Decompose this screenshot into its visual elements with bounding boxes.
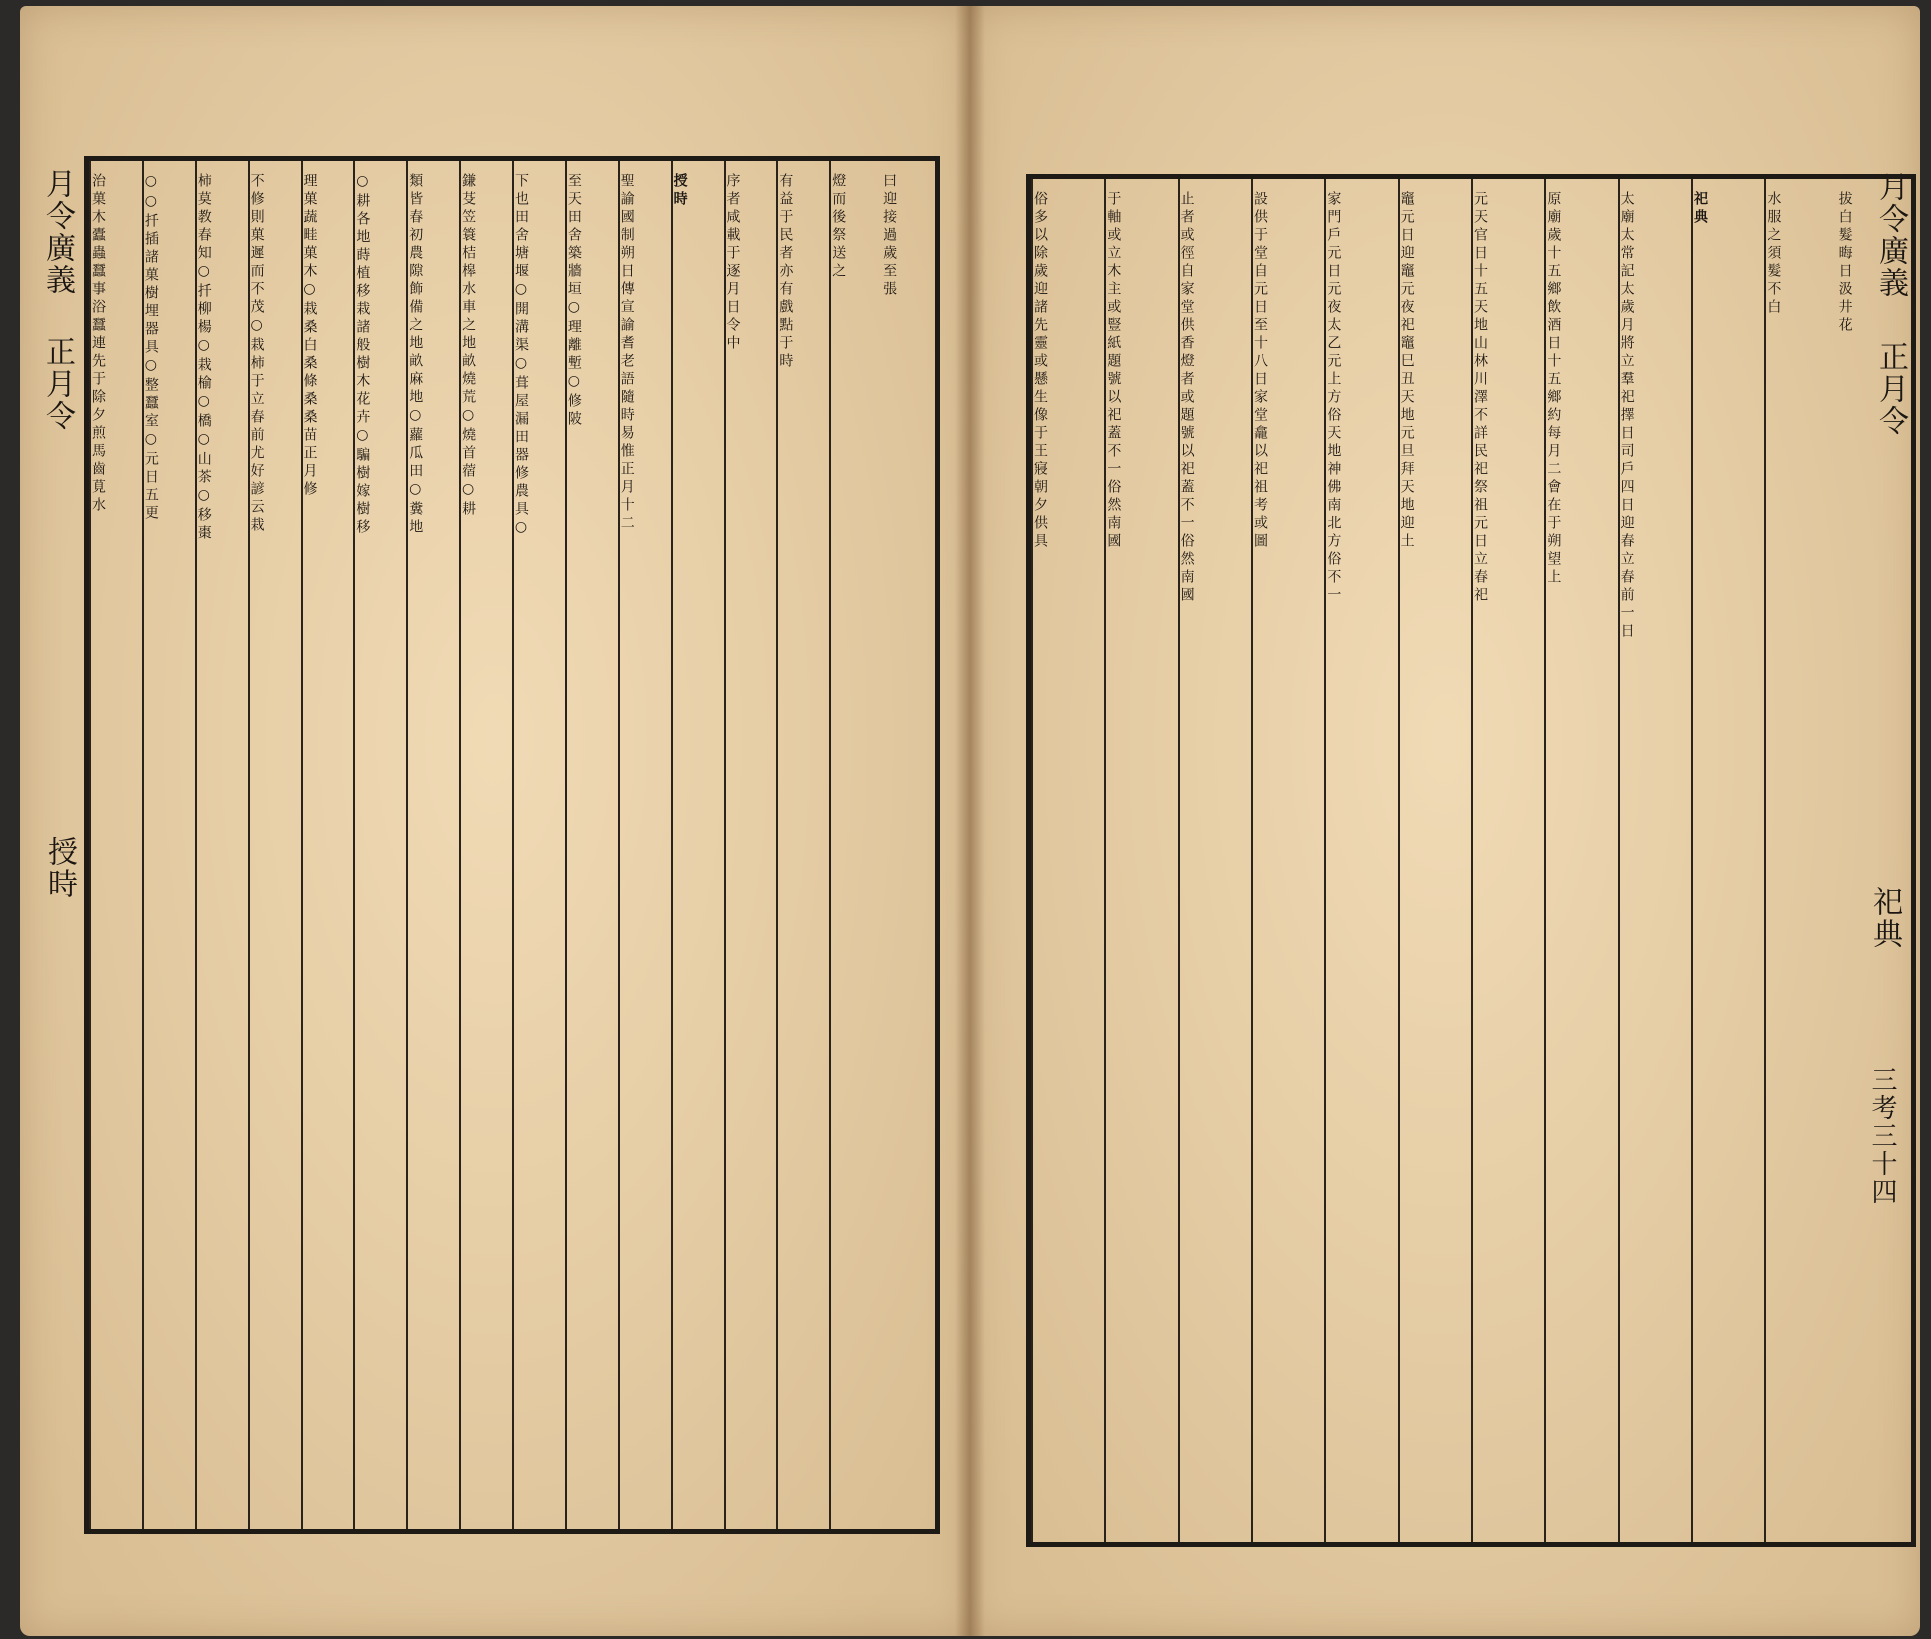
left-margin-title: 月令廣義 (40, 168, 75, 296)
right_page-column-text: 家門戶元日元夜太乙元上方俗天地神佛南北方俗不一 (1325, 191, 1342, 605)
right_page-column-text: 拔白髮晦日汲井花 (1836, 191, 1853, 335)
right_page-column (1544, 179, 1617, 1542)
right-margin-title: 月令廣義 (1873, 171, 1908, 299)
right_page-column-text: 祀典 (1692, 191, 1709, 227)
left-margin-month: 正月令 (40, 336, 75, 432)
right_page-column-text: 設供于堂自元日至十八日家堂龕以祀祖考或圖 (1252, 191, 1269, 551)
right_page-column-text: 止者或徑自家堂供香燈者或題號以祀蓋不一俗然南國 (1178, 191, 1195, 605)
right_page-column (1031, 179, 1104, 1542)
right_page-column (1618, 179, 1691, 1542)
left_page-column-text: 柿莫教春知○扦柳楊○栽榆○橋○山茶○移棗 (195, 173, 212, 543)
right_page-column-text: 竈元日迎竈元夜祀竈巳丑天地元旦拜天地迎土 (1398, 191, 1415, 551)
left_page-column (406, 161, 459, 1529)
left_page-column (512, 161, 565, 1529)
left_page-column (195, 161, 248, 1529)
right_page-column (1764, 179, 1837, 1542)
right-margin-month: 正月令 (1873, 341, 1908, 437)
left-page (20, 6, 969, 1636)
left_page-column-text: 授時 (671, 173, 688, 209)
right_page-column-text: 水服之須髮不白 (1765, 191, 1782, 317)
left_page-column-text: 理菓蔬畦菓木○栽桑白桑條桑桑苗正月修 (301, 173, 318, 499)
left_page-column (829, 161, 882, 1529)
left_page-column (353, 161, 406, 1529)
right_page-column (1838, 179, 1911, 1542)
left_page-column (142, 161, 195, 1529)
left_page-column (618, 161, 671, 1529)
left_page-column-text: 至天田舍築牆垣○理離塹○修陂 (565, 173, 582, 429)
left_page-column-text: 治菓木蠹蟲蠶事浴蠶連先于除夕煎馬齒莧水 (90, 173, 106, 515)
right-margin-section: 祀典 (1867, 886, 1902, 950)
right_page-column-text: 太廟太常記太歲月將立羣祀擇日司戶四日迎春立春前一日 (1618, 191, 1635, 641)
left_page-column (565, 161, 618, 1529)
right_page-column-text: 俗多以除歲迎諸先靈或懸生像于王寢朝夕供具 (1032, 191, 1049, 551)
right_page-column (1471, 179, 1544, 1542)
left_page-column-text: 燈而後祭送之 (830, 173, 847, 281)
left_page-column-text: 有益于民者亦有戲點于時 (777, 173, 794, 371)
left_page-column (671, 161, 724, 1529)
left_page-column (724, 161, 777, 1529)
left-text-frame (84, 156, 940, 1534)
left_page-column (301, 161, 354, 1529)
left_page-column-text: 不修則菓遲而不茂○栽柿于立春前尤好諺云栽 (248, 173, 265, 535)
right_page-column (1324, 179, 1397, 1542)
right_page-column-text: 元天官日十五天地山林川澤不詳民祀祭祖元日立春祀 (1472, 191, 1489, 605)
right-margin-page: 三考三十四 (1867, 1066, 1897, 1206)
left_page-column-text: 鎌芟笠簑桔槔水車之地畝燒荒○燒首蓿○耕 (460, 173, 477, 519)
book-gutter (955, 6, 985, 1636)
right_page-column (1104, 179, 1177, 1542)
right_page-column-text: 于軸或立木主或豎紙題號以祀蓋不一俗然南國 (1105, 191, 1122, 551)
right-page (969, 6, 1920, 1636)
left_page-column (776, 161, 829, 1529)
left_page-column-text: ○○扦插諸菓樹埋器具○整蠶室○元日五更 (142, 173, 159, 523)
left-margin-section: 授時 (42, 836, 77, 900)
left_page-column-text: 下也田舍塘堰○開溝渠○葺屋漏田器修農具○ (513, 173, 529, 539)
right_page-column (1251, 179, 1324, 1542)
left_page-column (89, 161, 142, 1529)
right_page-column-text: 原廟歲十五鄉飲酒日十五鄉約每月二會在于朔望上 (1545, 191, 1562, 587)
left_page-column (248, 161, 301, 1529)
left_page-column-text: 序者咸載于逐月日令中 (724, 173, 741, 353)
left_page-column (459, 161, 512, 1529)
left_page-column-text: ○耕各地蒔植移栽諸般樹木花卉○騙樹嫁樹移 (354, 173, 371, 537)
left_page-column-text: 類皆春初農隙飾備之地畝麻地○蘿瓜田○糞地 (407, 173, 424, 537)
right-text-frame (1026, 174, 1916, 1547)
left_page-column (882, 161, 935, 1529)
right_page-column (1691, 179, 1764, 1542)
left_page-column-text: 曰迎接過歲至張 (881, 173, 898, 299)
left_page-column-text: 聖諭國制朔日傳宣諭耆老語隨時易惟正月十二 (618, 173, 635, 533)
right_page-column (1178, 179, 1251, 1542)
right_page-column (1398, 179, 1471, 1542)
open-book (20, 6, 1920, 1636)
